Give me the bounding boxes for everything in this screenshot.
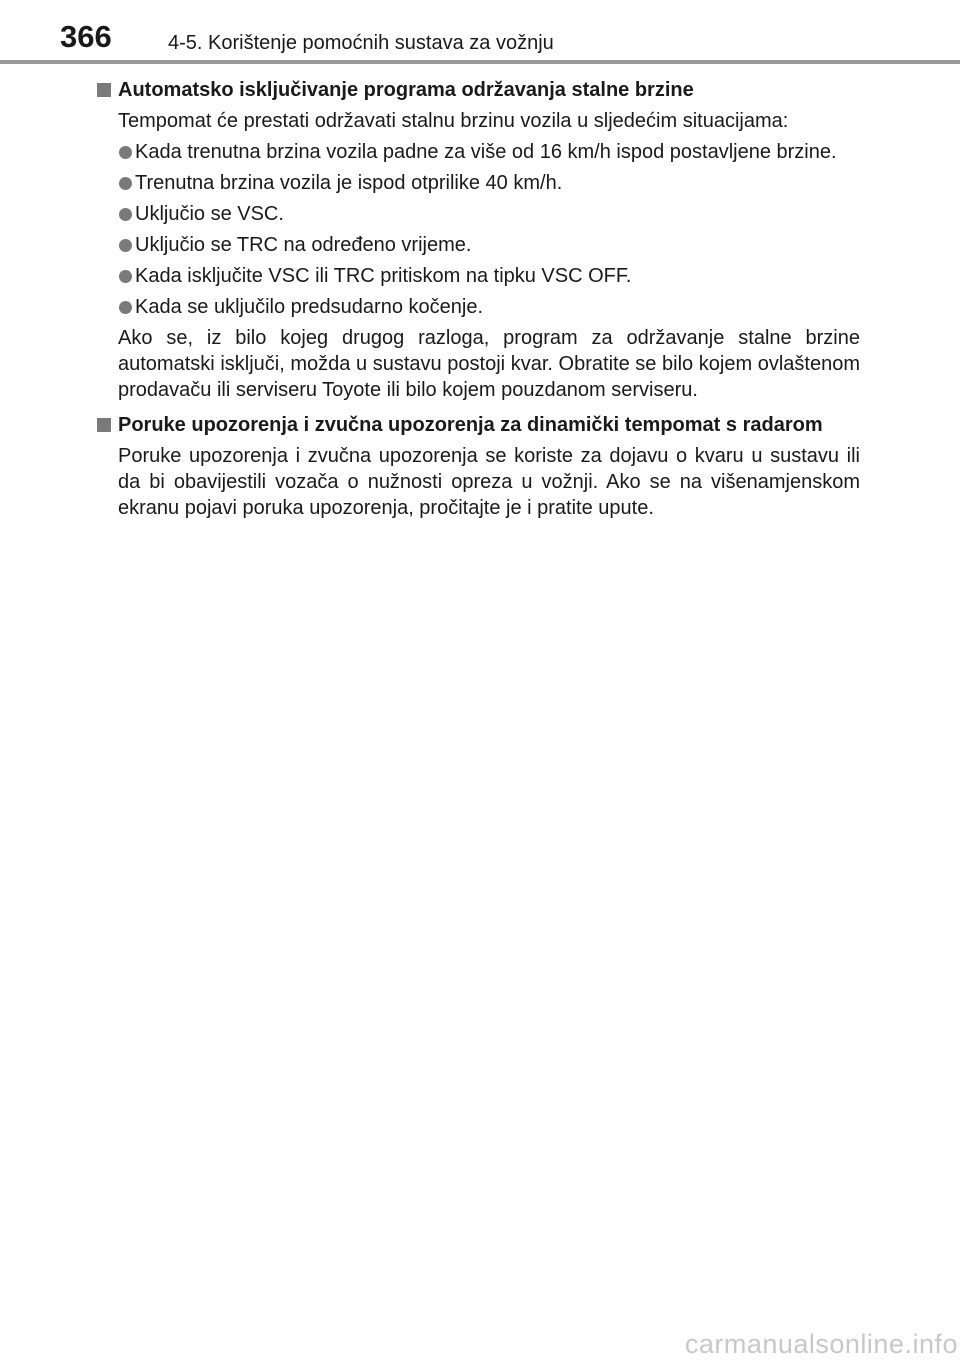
circle-bullet-icon bbox=[119, 208, 132, 221]
circle-bullet-icon bbox=[119, 270, 132, 283]
list-item-text: Kada se uključilo predsudarno kočenje. bbox=[135, 296, 483, 318]
circle-bullet-icon bbox=[119, 301, 132, 314]
condition-list bbox=[96, 139, 860, 320]
section-intro: Tempomat će prestati održavati stalnu brzinu vozila u sljedećim situacijama: bbox=[118, 110, 789, 132]
section-heading-text: Automatsko isključivanje programa održavanja stalne brzine bbox=[118, 79, 694, 101]
list-item bbox=[118, 170, 860, 196]
list-item bbox=[118, 294, 860, 320]
watermark-text: carmanualsonline.info bbox=[684, 1329, 958, 1359]
list-item bbox=[118, 263, 860, 289]
list-item bbox=[118, 232, 860, 258]
section-outro: Ako se, iz bilo kojeg drugog razloga, program za održavanje stalne brzine automatski isključi, možda u sustavu postoji kvar. Obratite se bilo kojem ovlaštenom prodavaču ili serviseru Toyote ili bilo kojem pouzdanom serviseru. bbox=[118, 327, 860, 401]
list-item-text: Uključio se VSC. bbox=[135, 203, 284, 225]
section-intro: Poruke upozorenja i zvučna upozorenja se koriste za dojavu o kvaru u sustavu ili da bi obavijestili vozača o nužnosti opreza u vožnji. Ako se na višenamjenskom ekranu pojavi poruka upozorenja, pročitajte je i pratite upute. bbox=[118, 445, 860, 519]
list-item bbox=[118, 201, 860, 227]
list-item-text: Kada isključite VSC ili TRC pritiskom na tipku VSC OFF. bbox=[135, 265, 632, 287]
circle-bullet-icon bbox=[119, 146, 132, 159]
square-bullet-icon bbox=[97, 83, 111, 97]
list-item-text: Uključio se TRC na određeno vrijeme. bbox=[135, 234, 472, 256]
circle-bullet-icon bbox=[119, 177, 132, 190]
square-bullet-icon bbox=[97, 418, 111, 432]
chapter-title: 4-5. Korištenje pomoćnih sustava za vožnju bbox=[168, 32, 554, 54]
page-number: 366 bbox=[60, 19, 112, 54]
section-auto-cancel bbox=[96, 77, 860, 403]
list-item-text: Kada trenutna brzina vozila padne za više od 16 km/h ispod postavljene brzine. bbox=[135, 141, 837, 163]
list-item bbox=[118, 139, 860, 165]
page-content bbox=[96, 77, 860, 526]
list-item-text: Trenutna brzina vozila je ispod otprilike 40 km/h. bbox=[135, 172, 563, 194]
section-heading bbox=[96, 412, 860, 438]
section-heading bbox=[96, 77, 860, 103]
page-header bbox=[0, 0, 960, 66]
circle-bullet-icon bbox=[119, 239, 132, 252]
header-divider bbox=[0, 60, 960, 64]
section-warnings bbox=[96, 412, 860, 521]
section-heading-text: Poruke upozorenja i zvučna upozorenja za dinamički tempomat s radarom bbox=[118, 414, 823, 436]
